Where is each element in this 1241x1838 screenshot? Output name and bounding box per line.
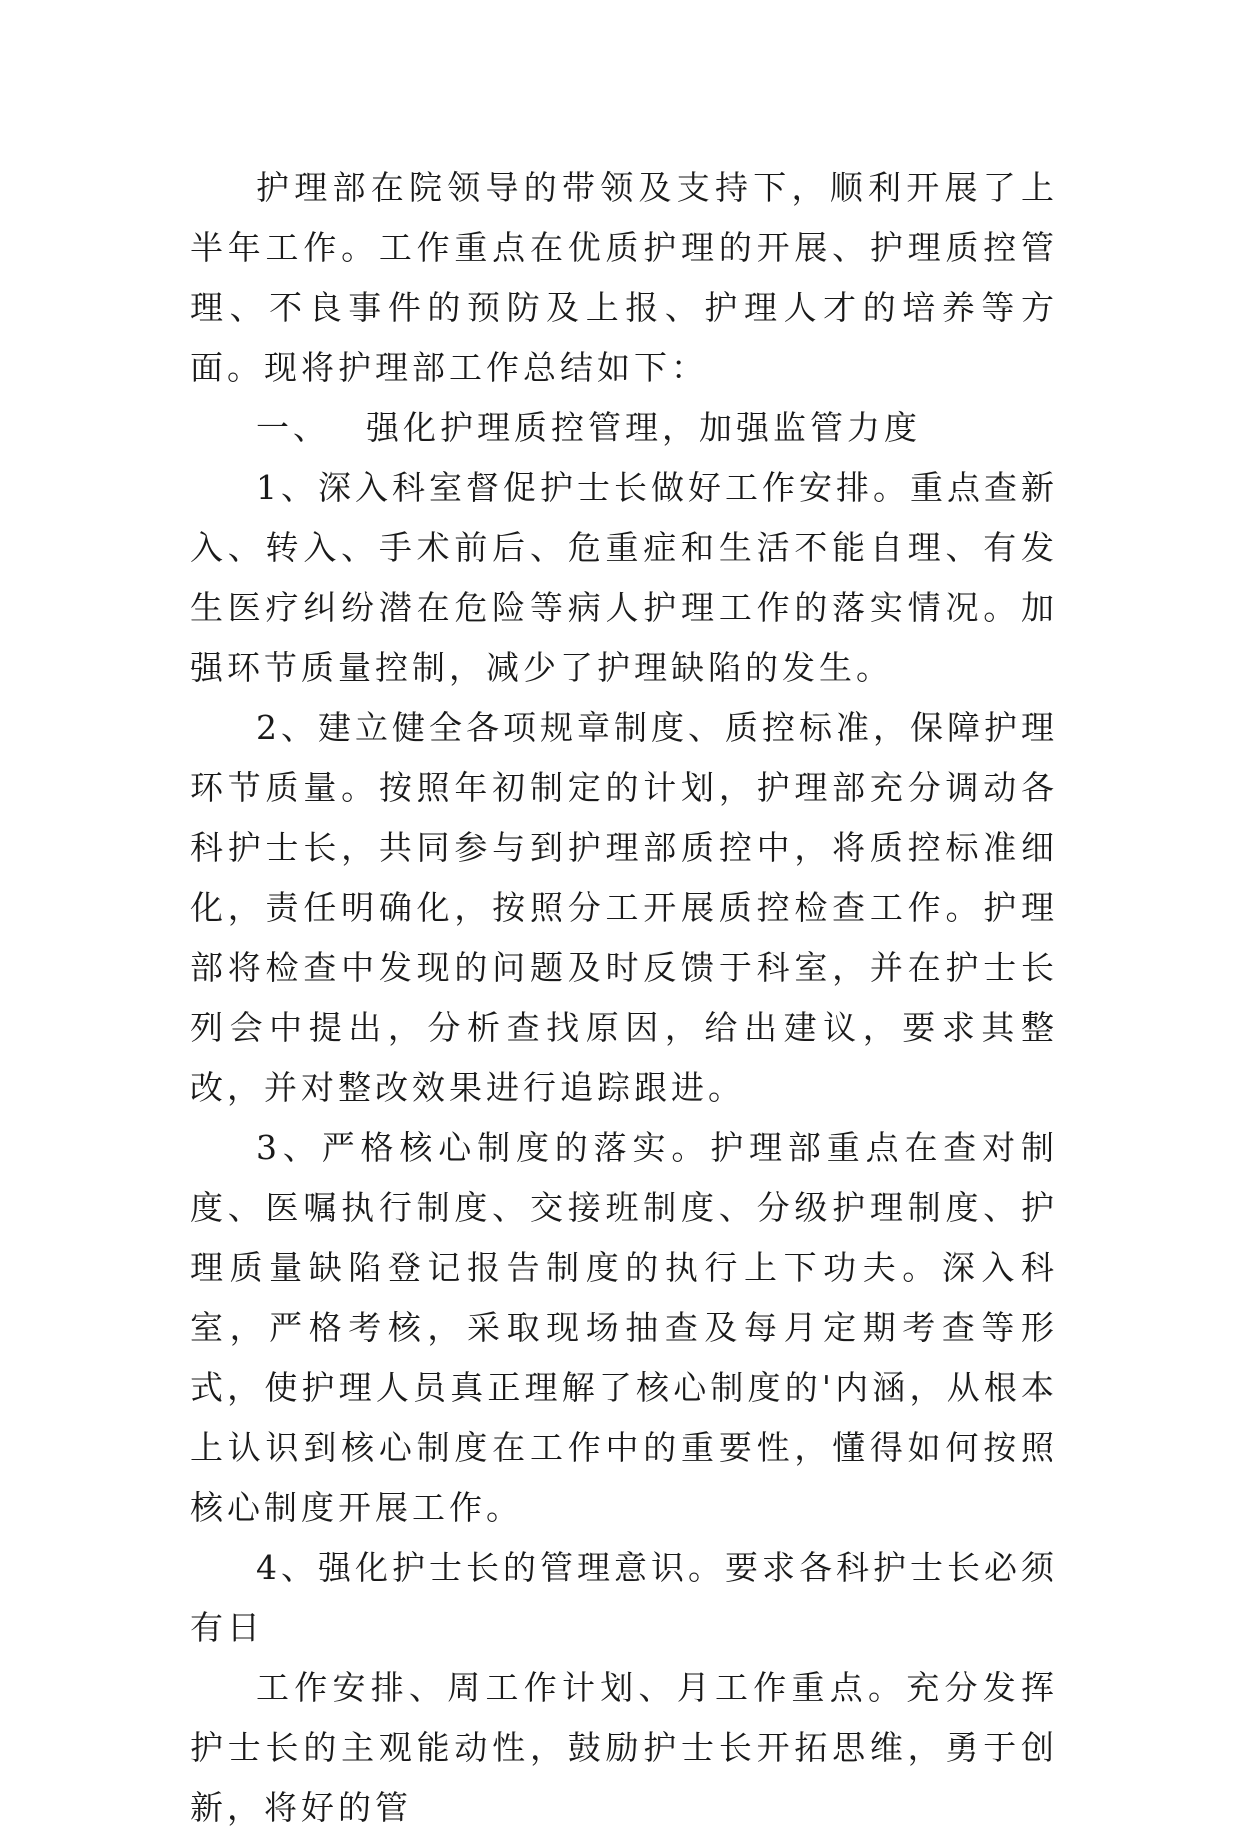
item-paragraph-1: 1、深入科室督促护士长做好工作安排。重点查新入、转入、手术前后、危重症和生活不能自理、有发生医疗纠纷潜在危险等病人护理工作的落实情况。加强环节质量控制，减少了护理缺陷的发生。: [190, 468, 1058, 687]
section-heading: [190, 398, 1058, 458]
item-paragraph-2: 2、建立健全各项规章制度、质控标准，保障护理环节质量。按照年初制定的计划，护理部充分调动各科护士长，共同参与到护理部质控中，将质控标准细化，责任明确化，按照分工开展质控检查工作。护理部将检查中发现的问题及时反馈于科室，并在护士长列会中提出，分析查找原因，给出建议，要求其整改，并对整改效果进行追踪跟进。: [190, 708, 1058, 1107]
intro-paragraph: 护理部在院领导的带领及支持下，顺利开展了上半年工作。工作重点在优质护理的开展、护理质控管理、不良事件的预防及上报、护理人才的培养等方面。现将护理部工作总结如下：: [190, 168, 1058, 387]
item-paragraph-3: 3、严格核心制度的落实。护理部重点在查对制度、医嘱执行制度、交接班制度、分级护理制度、护理质量缺陷登记报告制度的执行上下功夫。深入科室，严格考核，采取现场抽查及每月定期考查等形式，使护理人员真正理解了核心制度的'内涵，从根本上认识到核心制度在工作中的重要性，懂得如何按照核心制度开展工作。: [190, 1128, 1058, 1527]
section-title: 强化护理质控管理，加强监管力度: [366, 408, 921, 447]
item-paragraph-4-continued: 工作安排、周工作计划、月工作重点。充分发挥护士长的主观能动性，鼓励护士长开拓思维，勇于创新，将好的管: [190, 1668, 1058, 1827]
item-paragraph-4: 4、强化护士长的管理意识。要求各科护士长必须有日: [190, 1548, 1058, 1647]
document-body: [190, 158, 1058, 1838]
section-number: 一、: [256, 408, 330, 447]
